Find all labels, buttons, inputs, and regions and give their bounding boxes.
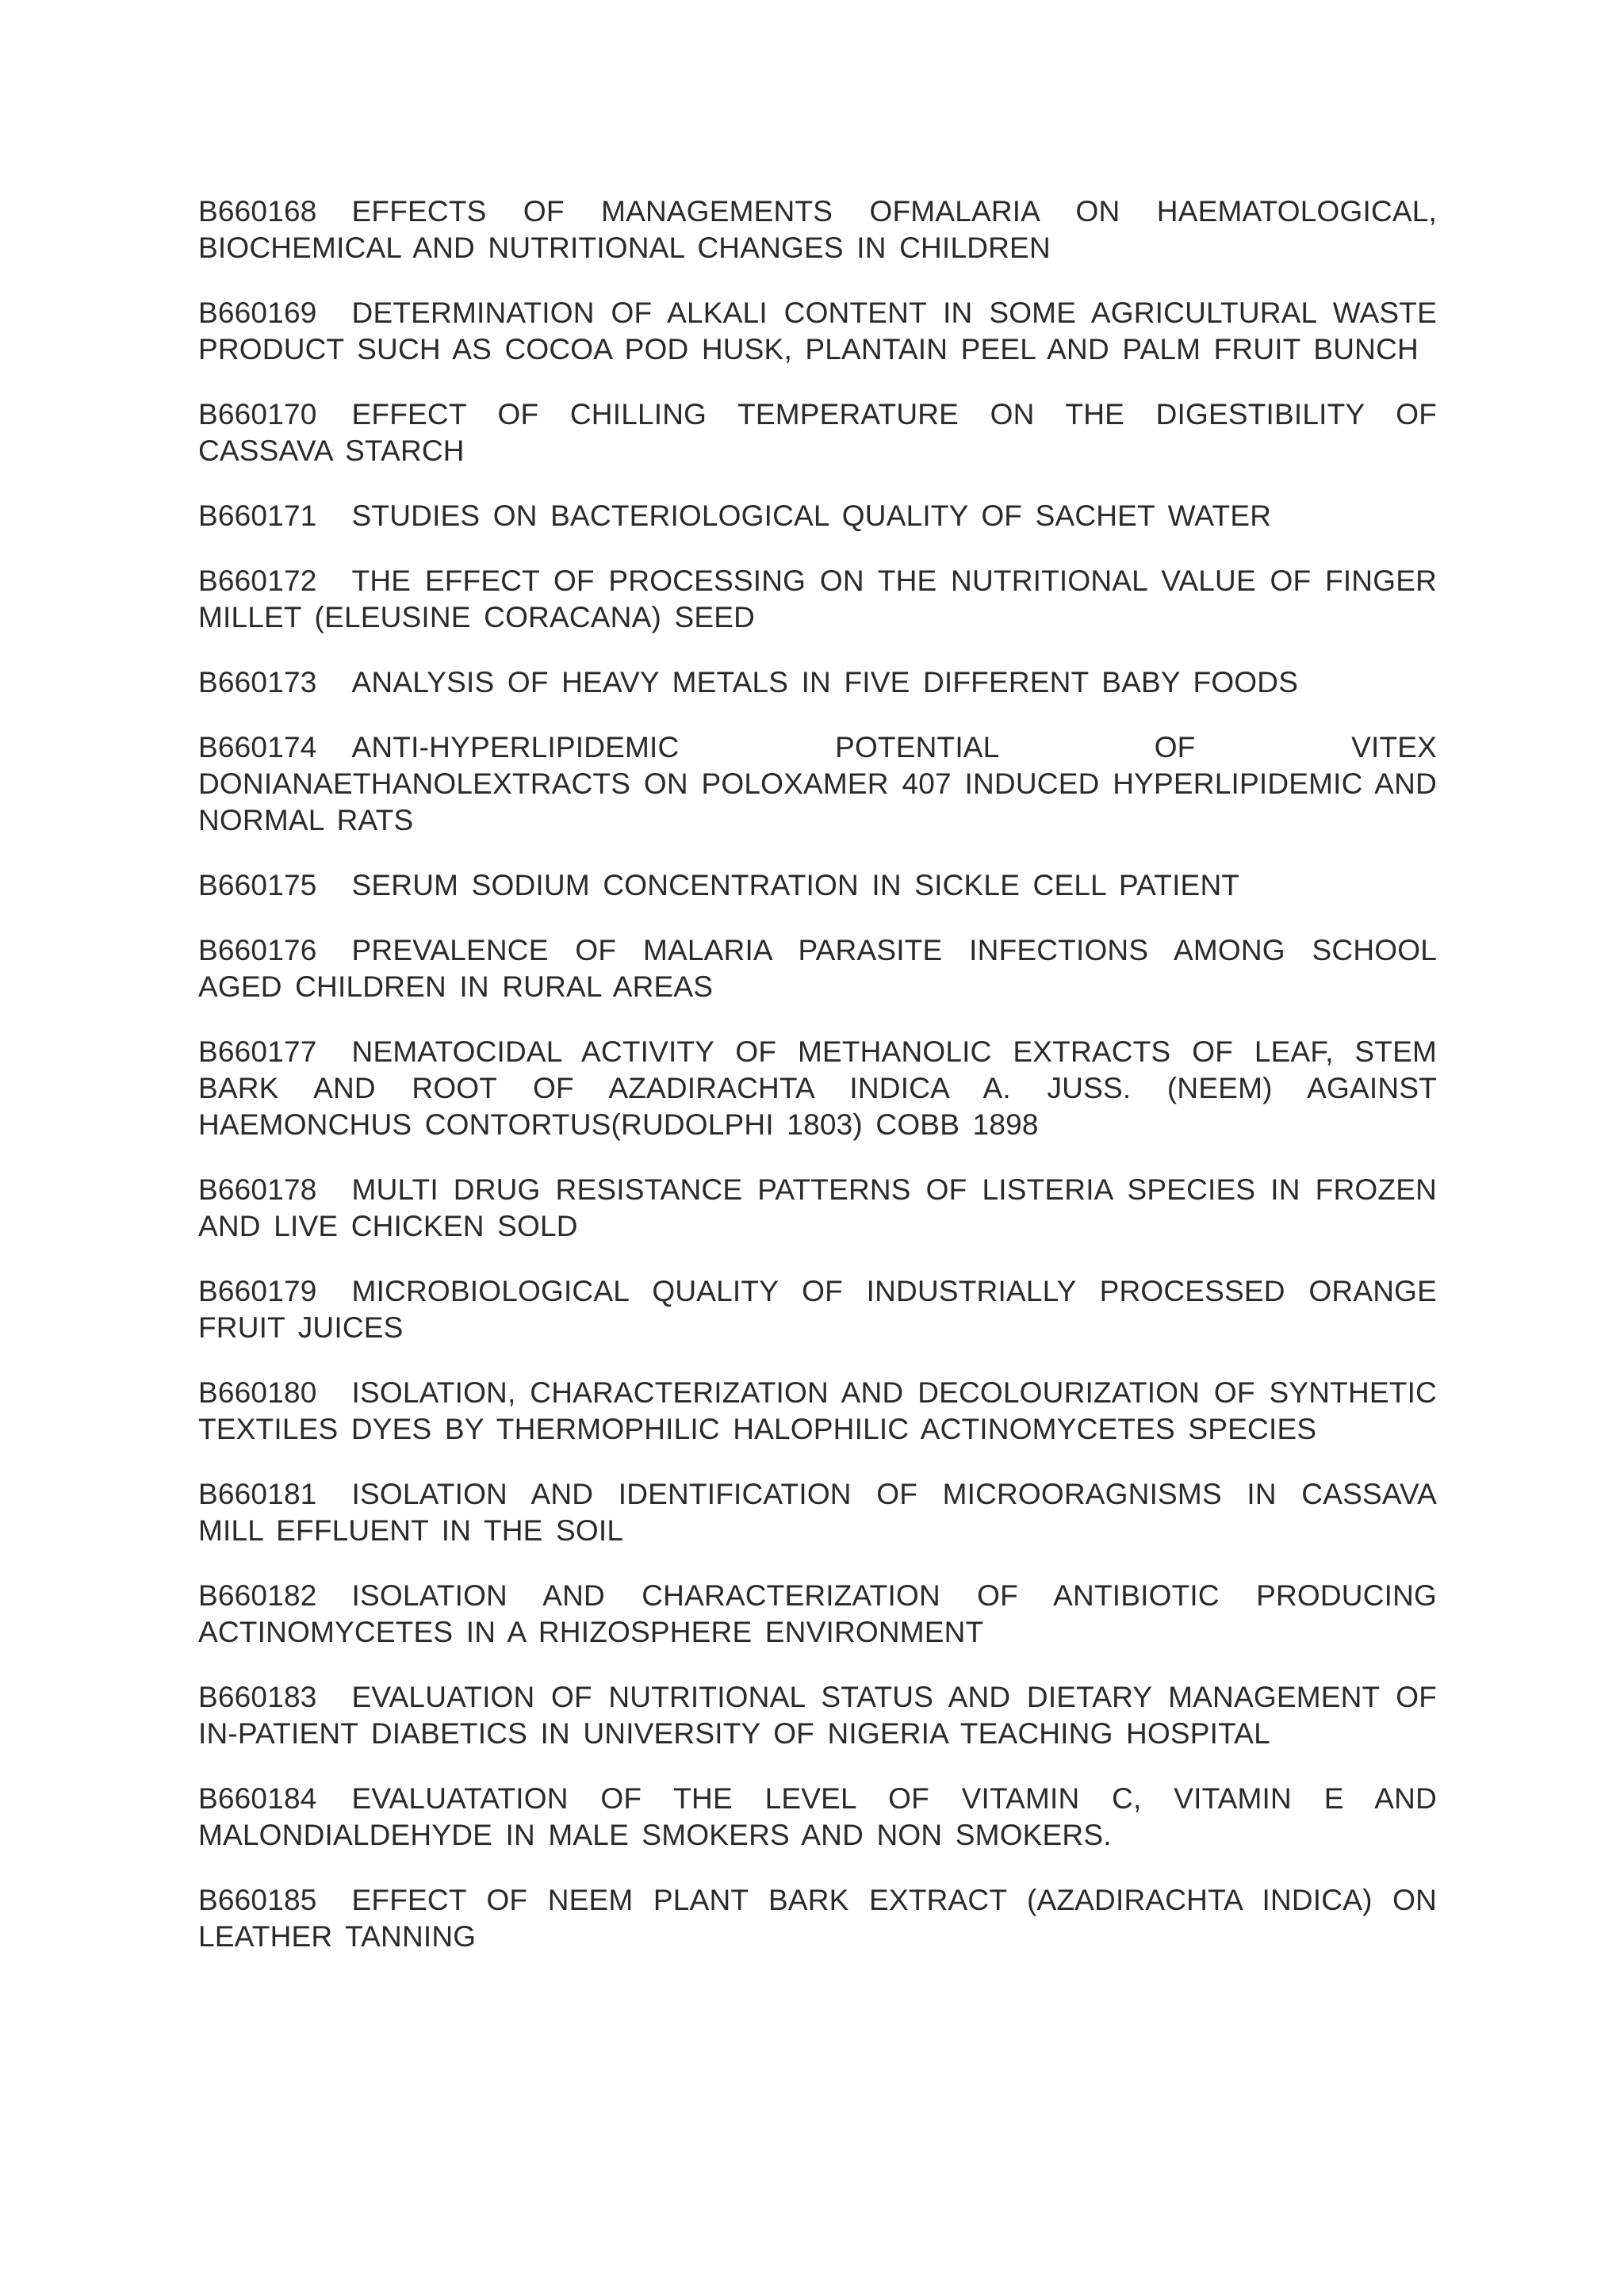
entry-title: THE EFFECT OF PROCESSING ON THE NUTRITIONAL VALUE OF FINGER MILLET (ELEUSINE CORACANA) SEED — [198, 564, 1437, 633]
document-page — [198, 193, 1437, 1984]
entry-b660174 — [198, 729, 1437, 839]
entry-title: NEMATOCIDAL ACTIVITY OF METHANOLIC EXTRACTS OF LEAF, STEM BARK AND ROOT OF AZADIRACHTA INDICA A. JUSS. (NEEM) AGAINST HAEMONCHUS CONTORTUS(RUDOLPHI 1803) COBB 1898 — [198, 1035, 1437, 1141]
entry-title: ISOLATION, CHARACTERIZATION AND DECOLOURIZATION OF SYNTHETIC TEXTILES DYES BY THERMOPHILIC HALOPHILIC ACTINOMYCETES SPECIES — [198, 1376, 1437, 1445]
entry-b660177 — [198, 1034, 1437, 1143]
entry-b660173 — [198, 664, 1437, 701]
entry-b660180 — [198, 1375, 1437, 1448]
entry-b660182 — [198, 1578, 1437, 1651]
entry-code: B660180 — [198, 1376, 317, 1409]
entry-code: B660170 — [198, 398, 317, 430]
entry-code: B660175 — [198, 869, 317, 901]
entry-b660168 — [198, 193, 1437, 266]
entry-code: B660178 — [198, 1173, 317, 1206]
entry-title: PREVALENCE OF MALARIA PARASITE INFECTIONS AMONG SCHOOL AGED CHILDREN IN RURAL AREAS — [198, 934, 1437, 1003]
entry-title: MICROBIOLOGICAL QUALITY OF INDUSTRIALLY PROCESSED ORANGE FRUIT JUICES — [198, 1275, 1437, 1344]
entry-code: B660173 — [198, 666, 317, 698]
entry-code: B660177 — [198, 1035, 317, 1068]
entry-title: ISOLATION AND IDENTIFICATION OF MICROORAGNISMS IN CASSAVA MILL EFFLUENT IN THE SOIL — [198, 1478, 1437, 1547]
entry-title: EFFECT OF NEEM PLANT BARK EXTRACT (AZADIRACHTA INDICA) ON LEATHER TANNING — [198, 1884, 1437, 1953]
entry-code: B660168 — [198, 195, 317, 228]
entry-code: B660182 — [198, 1579, 317, 1612]
entry-b660178 — [198, 1172, 1437, 1245]
entry-b660183 — [198, 1679, 1437, 1752]
entry-b660185 — [198, 1882, 1437, 1955]
entry-title: STUDIES ON BACTERIOLOGICAL QUALITY OF SACHET WATER — [351, 499, 1272, 532]
entry-title: ISOLATION AND CHARACTERIZATION OF ANTIBIOTIC PRODUCING ACTINOMYCETES IN A RHIZOSPHERE ENVIRONMENT — [198, 1579, 1437, 1648]
entry-b660179 — [198, 1273, 1437, 1346]
entry-title: EVALUATATION OF THE LEVEL OF VITAMIN C, VITAMIN E AND MALONDIALDEHYDE IN MALE SMOKERS AND NON SMOKERS. — [198, 1782, 1437, 1851]
entry-b660176 — [198, 932, 1437, 1005]
entry-code: B660174 — [198, 731, 317, 763]
entry-b660172 — [198, 563, 1437, 636]
entry-code: B660181 — [198, 1478, 317, 1510]
entry-title: ANALYSIS OF HEAVY METALS IN FIVE DIFFERENT BABY FOODS — [351, 666, 1299, 698]
entry-title: ANTI-HYPERLIPIDEMIC POTENTIAL OF VITEX DONIANAETHANOLEXTRACTS ON POLOXAMER 407 INDUCED HYPERLIPIDEMIC AND NORMAL RATS — [198, 731, 1437, 836]
entry-code: B660172 — [198, 564, 317, 597]
entry-code: B660169 — [198, 297, 317, 329]
entry-title: EVALUATION OF NUTRITIONAL STATUS AND DIETARY MANAGEMENT OF IN-PATIENT DIABETICS IN UNIVERSITY OF NIGERIA TEACHING HOSPITAL — [198, 1681, 1437, 1750]
entry-code: B660184 — [198, 1782, 317, 1815]
entry-code: B660176 — [198, 934, 317, 966]
entry-title: EFFECT OF CHILLING TEMPERATURE ON THE DIGESTIBILITY OF CASSAVA STARCH — [198, 398, 1437, 467]
entry-b660184 — [198, 1781, 1437, 1854]
entry-b660181 — [198, 1476, 1437, 1549]
entry-b660170 — [198, 396, 1437, 469]
entry-b660171 — [198, 498, 1437, 534]
entry-b660169 — [198, 295, 1437, 368]
entry-title: MULTI DRUG RESISTANCE PATTERNS OF LISTERIA SPECIES IN FROZEN AND LIVE CHICKEN SOLD — [198, 1173, 1437, 1242]
entry-code: B660185 — [198, 1884, 317, 1916]
entry-title: SERUM SODIUM CONCENTRATION IN SICKLE CELL PATIENT — [351, 869, 1240, 901]
entry-code: B660183 — [198, 1681, 317, 1713]
entry-code: B660179 — [198, 1275, 317, 1307]
entry-b660175 — [198, 867, 1437, 904]
entry-title: EFFECTS OF MANAGEMENTS OFMALARIA ON HAEMATOLOGICAL, BIOCHEMICAL AND NUTRITIONAL CHANGES IN CHILDREN — [198, 195, 1437, 264]
entry-code: B660171 — [198, 499, 317, 532]
entry-title: DETERMINATION OF ALKALI CONTENT IN SOME AGRICULTURAL WASTE PRODUCT SUCH AS COCOA POD HUSK, PLANTAIN PEEL AND PALM FRUIT BUNCH — [198, 297, 1437, 365]
